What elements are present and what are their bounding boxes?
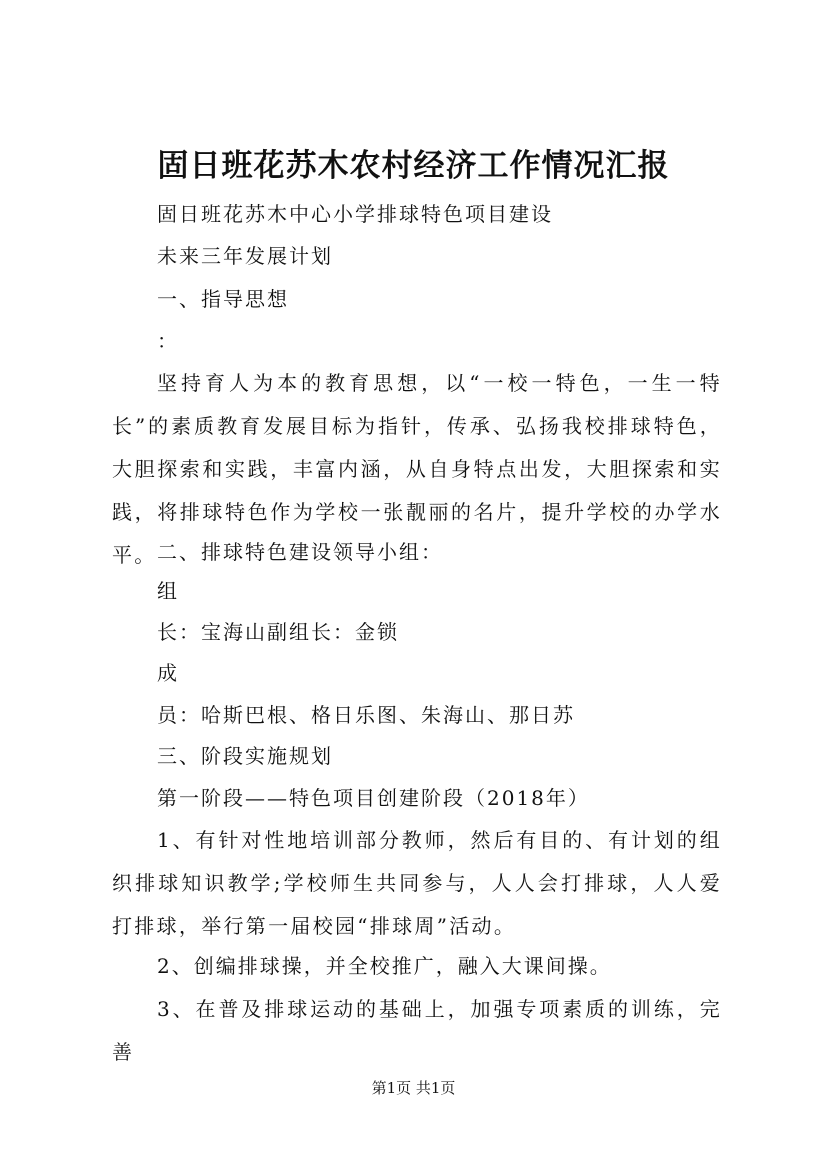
page-footer: 第1页 共1页	[371, 1079, 456, 1097]
stage1-heading: 第一阶段——特色项目创建阶段（2018年）	[157, 786, 590, 810]
member-prefix: 成	[157, 661, 179, 685]
section-heading-stage-plan: 三、阶段实施规划	[157, 744, 333, 768]
paragraph-guiding-thought: 坚持育人为本的教育思想，以“一校一特色，一生一特长”的素质教育发展目标为指针，传承、弘扬我校排球特色，大胆探索和实践，丰富内涵，从自身特点出发，大胆探索和实践，将排球特色作为学校一张靓丽的名片，提升学校的办学水平。	[112, 371, 722, 567]
colon-line: ：	[157, 329, 179, 353]
subtitle: 固日班花苏木中心小学排球特色项目建设	[157, 202, 553, 226]
list-item-2: 2、创编排球操，并全校推广，融入大课间操。	[157, 954, 612, 978]
section-heading-leadership-group: 二、排球特色建设领导小组：	[157, 540, 443, 564]
leader-prefix: 组	[157, 579, 179, 603]
plan-title: 未来三年发展计划	[157, 244, 333, 268]
member-line: 员：哈斯巴根、格日乐图、朱海山、那日苏	[157, 703, 575, 727]
document-title: 固日班花苏木农村经济工作情况汇报	[157, 148, 670, 184]
leader-line: 长：宝海山副组长：金锁	[157, 620, 399, 644]
list-item-3: 3、在普及排球运动的基础上，加强专项素质的训练，完善	[112, 997, 722, 1064]
section-heading-guiding-thought: 一、指导思想	[157, 287, 289, 311]
list-item-1: 1、有针对性地培训部分教师，然后有目的、有计划的组织排球知识教学;学校师生共同参与，人人会打排球，人人爱打排球，举行第一届校园“排球周”活动。	[112, 828, 722, 938]
